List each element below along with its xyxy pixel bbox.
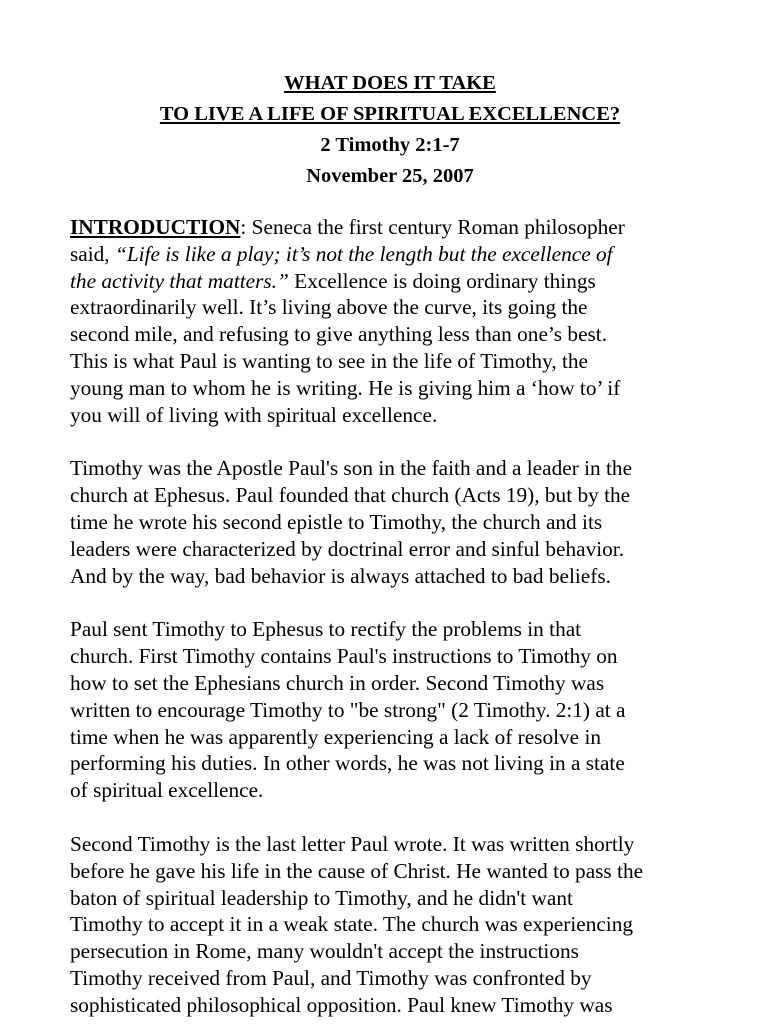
intro-line-1 [70,214,710,241]
paragraph-2-line: written to encourage Timothy to "be strong" (2 Timothy. 2:1) at a [70,697,626,722]
paragraph-2-line: Paul sent Timothy to Ephesus to rectify the problems in that [70,617,582,642]
intro-line-7: young man to whom he is writing. He is giving him a ‘how to’ if [70,375,621,400]
title-block [70,68,710,192]
paragraph-3-line: Timothy received from Paul, and Timothy was confronted by [70,965,592,990]
paragraph-1-line: leaders were characterized by doctrinal error and sinful behavior. [70,536,625,561]
paragraph-1-line: And by the way, bad behavior is always attached to bad beliefs. [70,563,611,588]
intro-line-1-text: : Seneca the first century Roman philosopher [240,215,625,239]
intro-line-8: you will of living with spiritual excellence. [70,402,438,427]
document-page [70,68,710,1019]
intro-line-3 [70,268,710,295]
paragraph-3-line: baton of spiritual leadership to Timothy, and he didn't want [70,885,573,910]
paragraph-3-line: sophisticated philosophical opposition. Paul knew Timothy was [70,992,613,1017]
scripture-reference: 2 Timothy 2:1-7 [320,134,460,156]
intro-line-6: This is what Paul is wanting to see in the life of Timothy, the [70,348,588,373]
paragraph-2-line: of spiritual excellence. [70,778,264,803]
title-line-2: TO LIVE A LIFE OF SPIRITUAL EXCELLENCE? [159,103,621,125]
paragraph-3-line: persecution in Rome, many wouldn't accept the instructions [70,939,579,964]
intro-line-2-prefix: said, [70,241,115,266]
paragraph-3-line: before he gave his life in the cause of Christ. He wanted to pass the [70,858,644,883]
sermon-date: November 25, 2007 [306,165,474,187]
paragraph-2-line: time when he was apparently experiencing a lack of resolve in [70,724,602,749]
paragraph-1-line: church at Ephesus. Paul founded that church (Acts 19), but by the [70,483,631,508]
paragraph-2-line: how to set the Ephesians church in order. Second Timothy was [70,670,605,695]
paragraph-1-line: Timothy was the Apostle Paul's son in the faith and a leader in the [70,456,633,481]
paragraph-2-line: performing his duties. In other words, he was not living in a state [70,751,625,776]
intro-line-5: second mile, and refusing to give anything less than one’s best. [70,322,608,347]
intro-line-2 [70,241,710,268]
seneca-quote-part-1: “Life is like a play; it’s not the length but the excellence of [114,241,613,266]
body-paragraph-1 [70,455,710,589]
paragraph-1-line: time he wrote his second epistle to Timothy, the church and its [70,509,603,534]
body-paragraph-2 [70,616,710,804]
body-paragraph-3 [70,831,710,1019]
title-line-1: WHAT DOES IT TAKE [284,72,496,94]
intro-line-4: extraordinarily well. It’s living above the curve, its going the [70,295,588,320]
introduction-heading: INTRODUCTION [70,215,241,239]
paragraph-3-line: Timothy to accept it in a weak state. The church was experiencing [70,912,634,937]
paragraph-3-line: Second Timothy is the last letter Paul wrote. It was written shortly [70,831,635,856]
seneca-quote-part-2: the activity that matters.” [70,268,289,293]
introduction-paragraph [70,214,710,428]
intro-line-3-text: Excellence is doing ordinary things [288,268,596,293]
paragraph-2-line: church. First Timothy contains Paul's instructions to Timothy on [70,644,618,669]
